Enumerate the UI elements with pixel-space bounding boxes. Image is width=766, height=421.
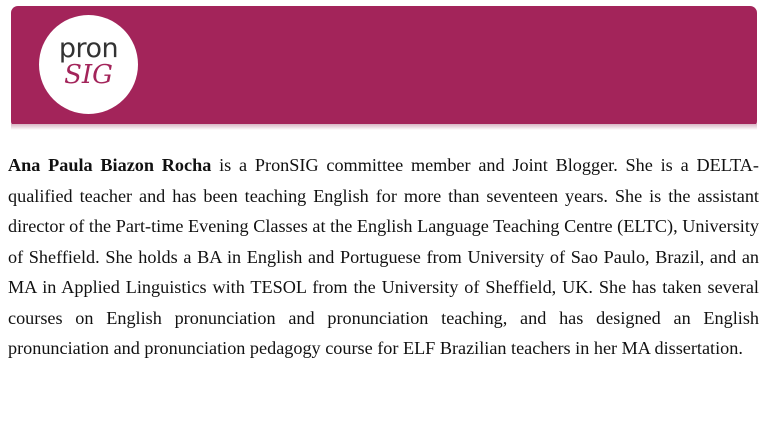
bio-name: Ana Paula Biazon Rocha — [8, 155, 212, 175]
bio-text: is a PronSIG committee member and Joint Blogger. She is a DELTA-qualified teacher and has been teaching English for more than seventeen years. She is the assistant director of the Part-time Evening Classes at the English Language Teaching Centre (ELTC), University of Sheffield. She holds a BA in English and Portuguese from University of Sao Paulo, Brazil, and an MA in Applied Linguistics with TESOL from the University of Sheffield, UK. She has taken several courses on English pronunciation and pronunciation teaching, and has designed an English pronunciation and pronunciation pedagogy course for ELF Brazilian teachers in her MA dissertation. — [8, 155, 759, 358]
logo-top-text: pron — [58, 33, 119, 64]
logo-bottom-text: SIG — [64, 60, 113, 90]
pronsig-logo — [39, 15, 138, 114]
bio-paragraph — [8, 150, 759, 364]
banner-shadow — [11, 124, 757, 130]
